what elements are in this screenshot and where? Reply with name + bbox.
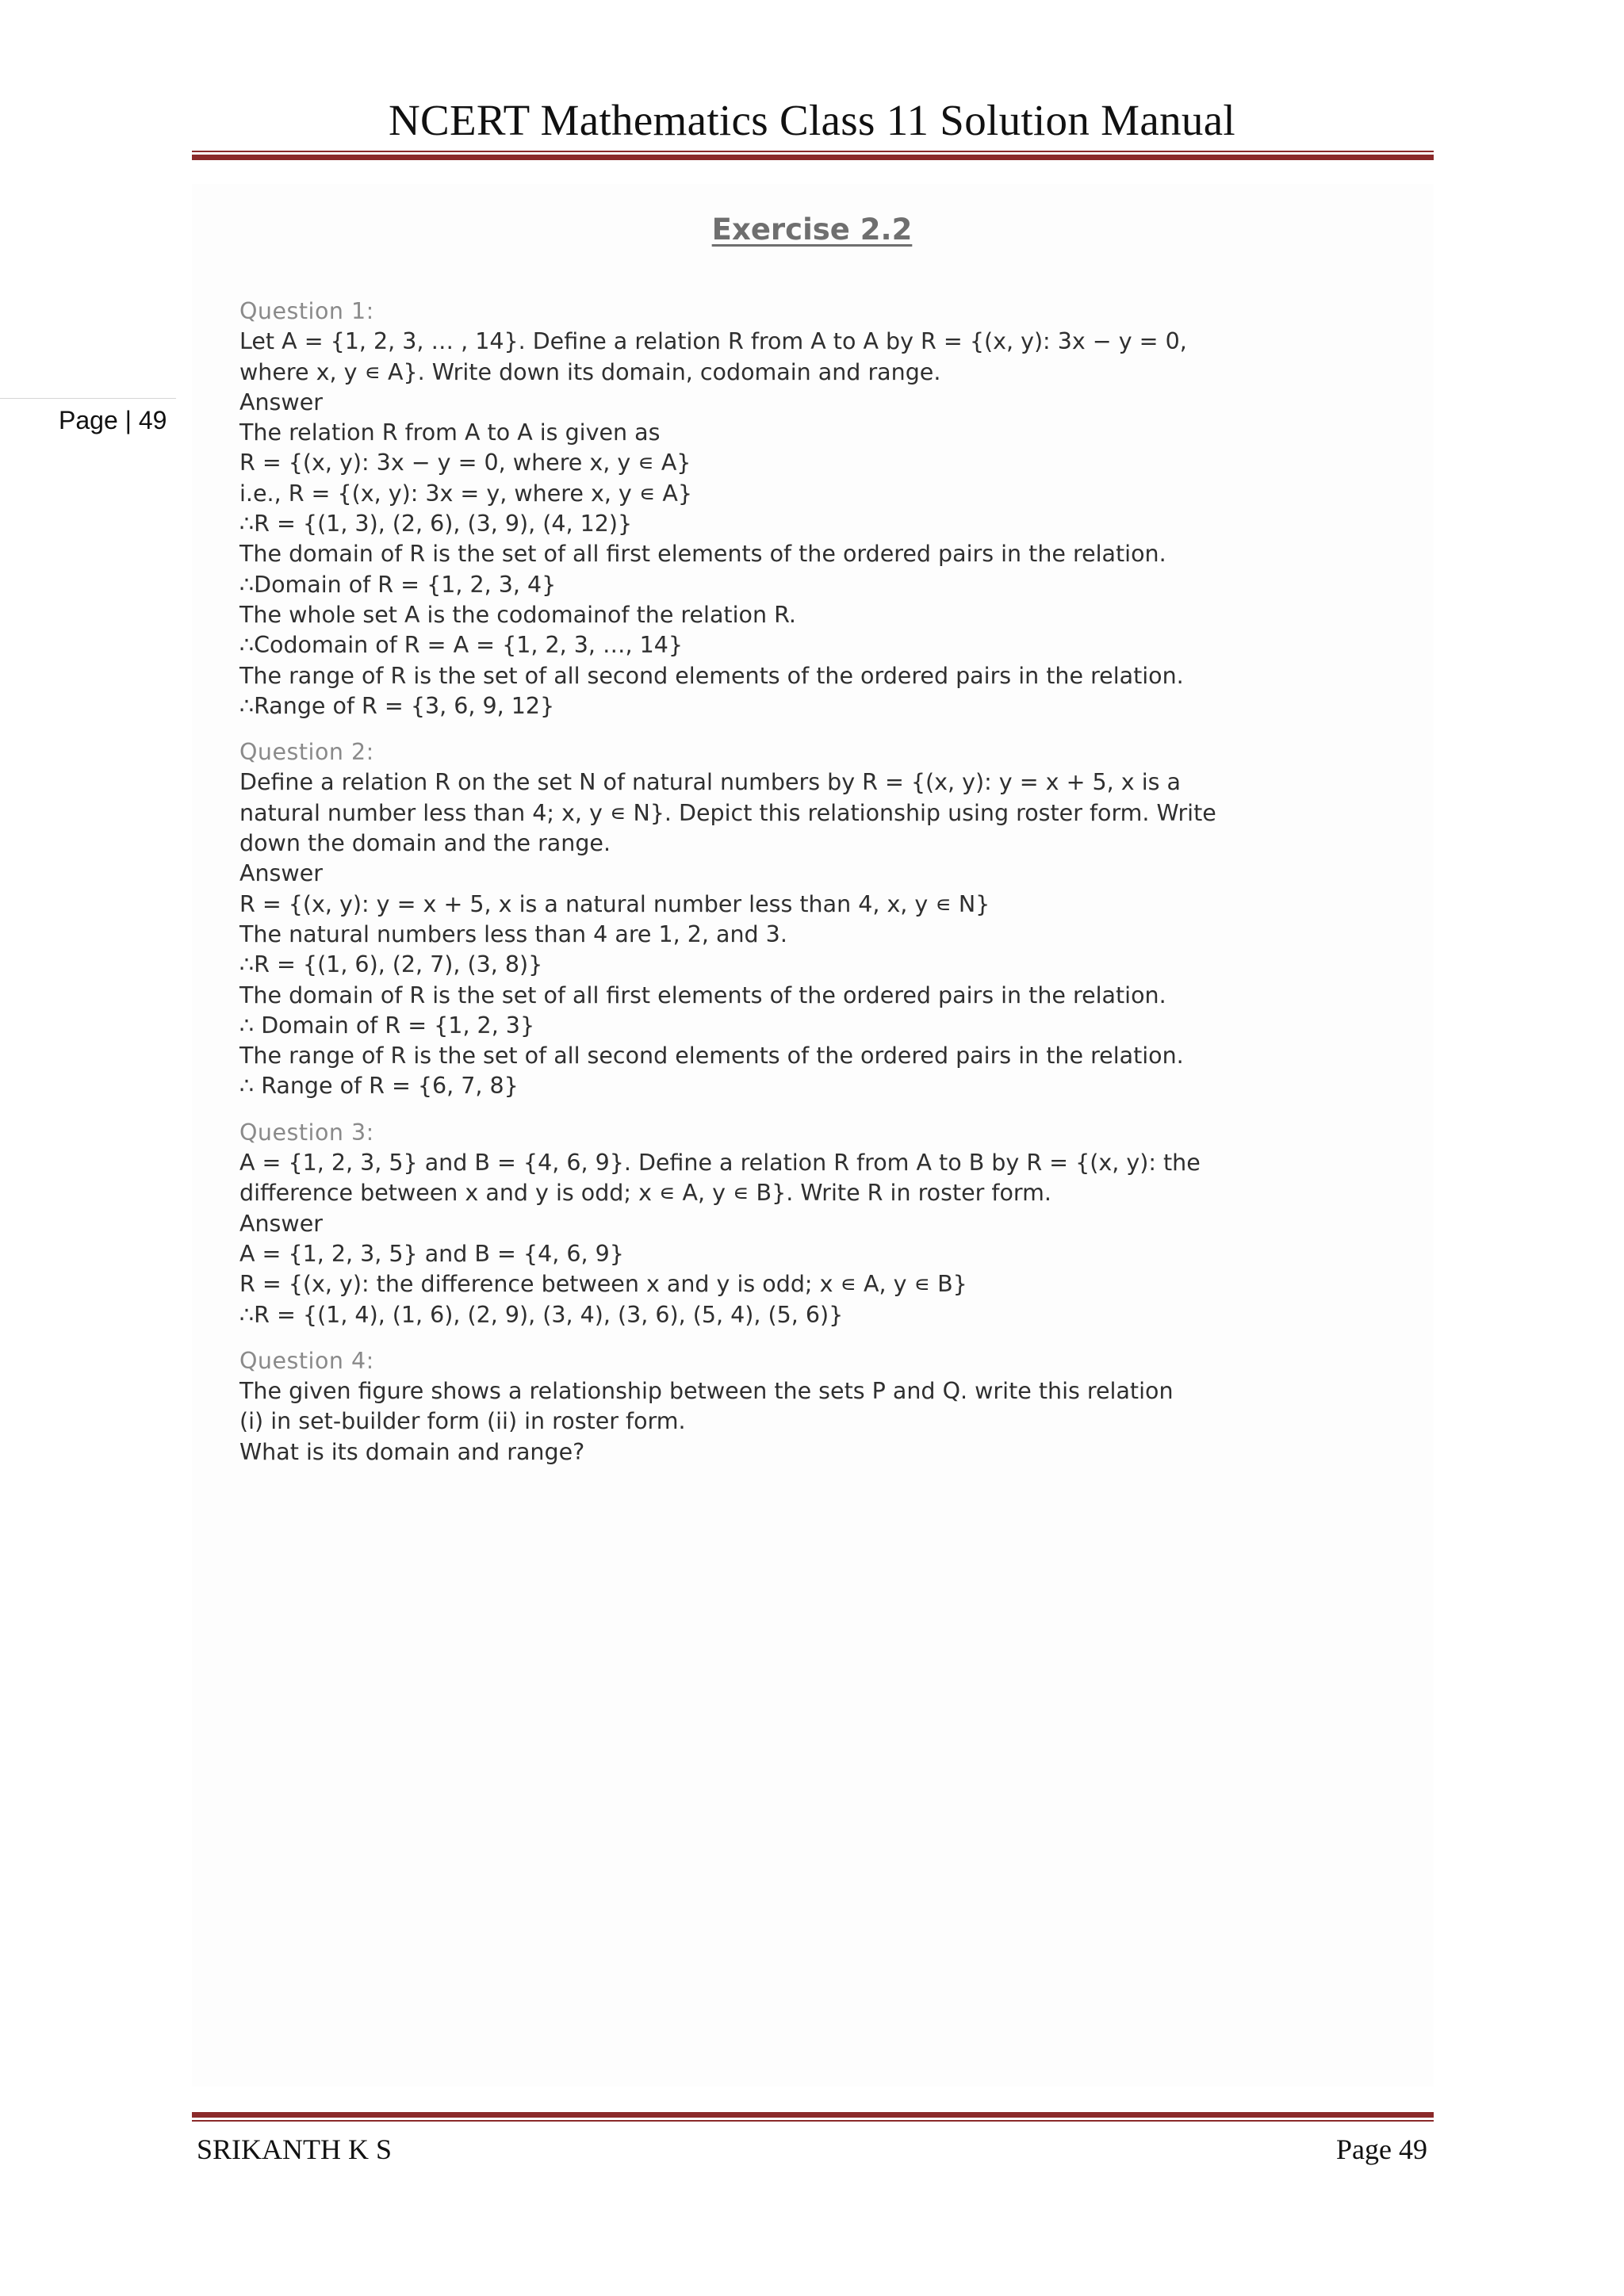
page-header-title: NCERT Mathematics Class 11 Solution Manual — [389, 96, 1235, 144]
question-text: down the domain and the range. — [239, 830, 611, 857]
question-block-3 — [239, 1118, 1365, 1330]
question-label: Question 2: — [239, 739, 374, 766]
answer-text: R = {(x, y): y = x + 5, x is a natural number less than 4, x, y ∊ N} — [239, 890, 990, 917]
answer-text: R = {(x, y): 3x − y = 0, where x, y ∊ A} — [239, 450, 691, 476]
question-block-2 — [239, 737, 1365, 1102]
answer-text: The domain of R is the set of all first elements of the ordered pairs in the relation. — [239, 982, 1166, 1008]
questions-container — [239, 297, 1365, 1468]
question-label: Question 4: — [239, 1347, 374, 1374]
answer-text: A = {1, 2, 3, 5} and B = {4, 6, 9} — [239, 1240, 624, 1267]
question-text: A = {1, 2, 3, 5} and B = {4, 6, 9}. Define a relation R from A to B by R = {(x, y): the — [239, 1150, 1201, 1177]
question-text: natural number less than 4; x, y ∊ N}. Depict this relationship using roster form. Write — [239, 799, 1216, 826]
answer-text: The range of R is the set of all second elements of the ordered pairs in the relation. — [239, 1043, 1184, 1070]
answer-text: ∴ Range of R = {6, 7, 8} — [239, 1073, 519, 1100]
answer-text: ∴ Domain of R = {1, 2, 3} — [239, 1012, 535, 1039]
question-text: difference between x and y is odd; x ∊ A, y ∊ B}. Write R in roster form. — [239, 1180, 1051, 1207]
answer-text: ∴Codomain of R = A = {1, 2, 3, …, 14} — [239, 632, 683, 659]
question-text: Let A = {1, 2, 3, … , 14}. Define a relation R from A to A by R = {(x, y): 3x − y = 0, — [239, 328, 1187, 355]
answer-text: The range of R is the set of all second elements of the ordered pairs in the relation. — [239, 662, 1184, 689]
side-divider — [0, 398, 176, 399]
header-rule-thin — [192, 151, 1434, 152]
footer-author: SRIKANTH K S — [197, 2133, 393, 2165]
question-text: Define a relation R on the set N of natural numbers by R = {(x, y): y = x + 5, x is a — [239, 769, 1182, 796]
answer-text: ∴R = {(1, 4), (1, 6), (2, 9), (3, 4), (3, 6), (5, 4), (5, 6)} — [239, 1301, 844, 1328]
question-label: Question 3: — [239, 1119, 374, 1146]
answer-text: ∴R = {(1, 6), (2, 7), (3, 8)} — [239, 951, 543, 978]
footer-page-number: Page 49 — [1336, 2133, 1427, 2165]
question-block-1 — [239, 297, 1365, 721]
question-text: where x, y ∊ A}. Write down its domain, codomain and range. — [239, 358, 941, 385]
answer-label: Answer — [239, 1210, 323, 1237]
answer-label: Answer — [239, 388, 323, 415]
footer-rule-thin — [192, 2120, 1434, 2122]
footer-rule-thick — [192, 2112, 1434, 2118]
side-page-number: Page | 49 — [59, 406, 167, 434]
question-text: The given figure shows a relationship between the sets P and Q. write this relation — [239, 1378, 1174, 1405]
answer-text: The relation R from A to A is given as — [239, 419, 661, 446]
answer-text: The domain of R is the set of all first elements of the ordered pairs in the relation. — [239, 541, 1166, 568]
question-text: (i) in set-builder form (ii) in roster form. — [239, 1408, 686, 1435]
answer-text: i.e., R = {(x, y): 3x = y, where x, y ∊ A} — [239, 480, 693, 507]
exercise-title: Exercise 2.2 — [711, 212, 913, 247]
answer-text: The natural numbers less than 4 are 1, 2, and 3. — [239, 920, 787, 947]
question-label: Question 1: — [239, 298, 374, 324]
answer-text: R = {(x, y): the difference between x and y is odd; x ∊ A, y ∊ B} — [239, 1271, 967, 1298]
answer-text: ∴R = {(1, 3), (2, 6), (3, 9), (4, 12)} — [239, 511, 633, 538]
answer-text: ∴Range of R = {3, 6, 9, 12} — [239, 692, 555, 719]
answer-label: Answer — [239, 860, 323, 887]
question-text: What is its domain and range? — [239, 1438, 585, 1465]
header-rule-thick — [192, 155, 1434, 160]
answer-text: The whole set A is the codomainof the relation R. — [239, 601, 796, 628]
answer-text: ∴Domain of R = {1, 2, 3, 4} — [239, 571, 557, 598]
question-block-4 — [239, 1346, 1365, 1468]
